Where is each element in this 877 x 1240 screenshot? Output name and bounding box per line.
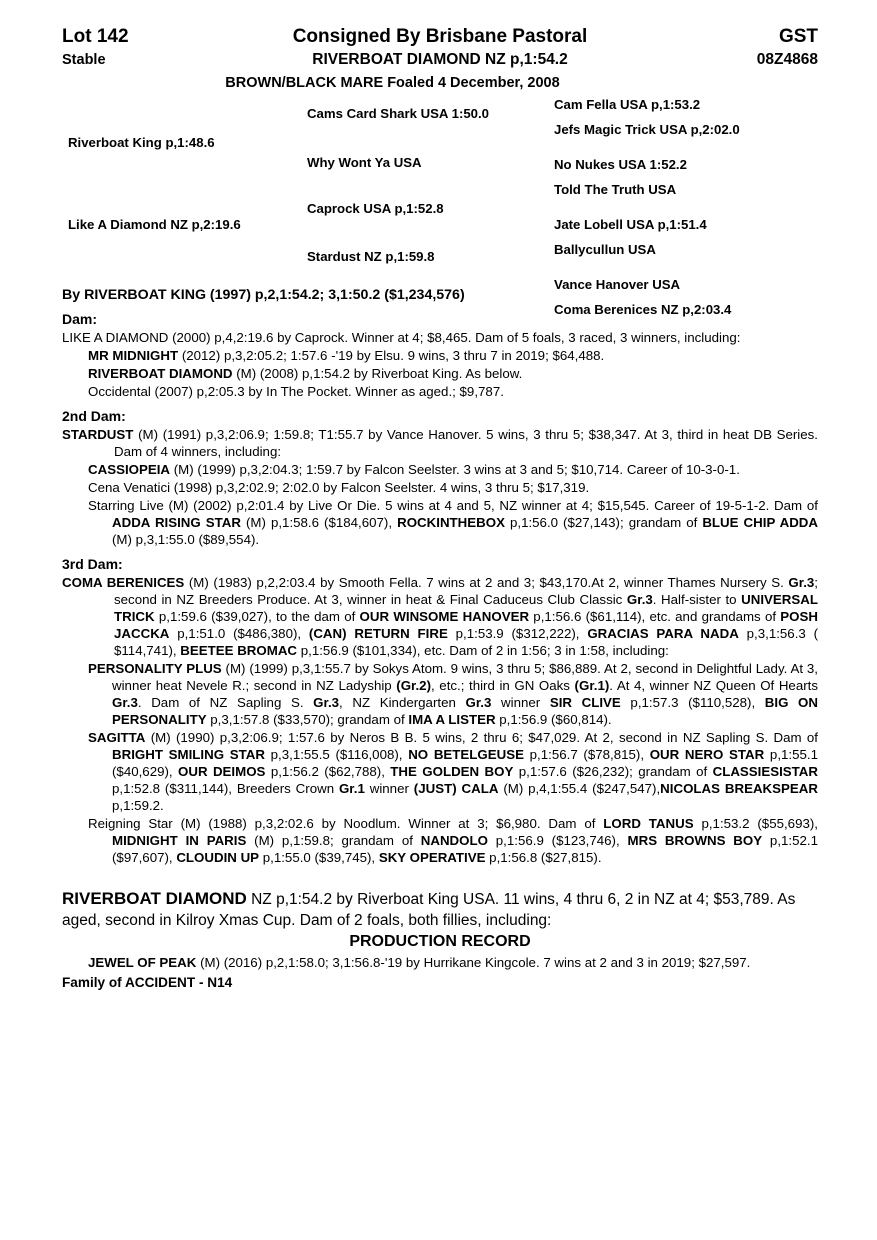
pedigree-entry: SAGITTA (M) (1990) p,3,2:06.9; 1:57.6 by Neros B B. 5 wins, 2 thru 6; $47,029. At 2, second in NZ Sapling S. Dam of BRIGHT SMILING STAR p,3,1:55.5 ($116,008), NO BETELGEUSE p,1:56.7 ($78,815), OUR NERO STAR p,1:55.1 ($40,629), OUR DEIMOS p,1:56.2 ($62,788), THE GOLDEN BOY p,1:57.6 ($26,232); grandam of CLASSIESISTAR p,1:52.8 ($311,144), Breeders Crown Gr.1 winner (JUST) CALA (M) p,4,1:55.4 ($247,547),NICOLAS BREAKSPEAR p,1:59.2. (88, 730, 818, 814)
pedigree-entry: Reigning Star (M) (1988) p,3,2:02.6 by Noodlum. Winner at 3; $6,980. Dam of LORD TANUS p,1:53.2 ($55,693), MIDNIGHT IN PARIS (M) p,1:59.8; grandam of NANDOLO p,1:56.9 ($123,746), MRS BROWNS BOY p,1:52.1 ($97,607), CLOUDIN UP p,1:55.0 ($39,745), SKY OPERATIVE p,1:56.8 ($27,815). (88, 816, 818, 866)
pedigree-entry: PERSONALITY PLUS (M) (1999) p,3,1:55.7 by Sokys Atom. 9 wins, 3 thru 5; $86,889. At 2, second in Delightful Lady. At 3, winner heat Nevele R.; second in NZ Ladyship (Gr.2), etc.; third in GN Oaks (Gr.1). At 4, winner NZ Queen Of Hearts Gr.3. Dam of NZ Sapling S. Gr.3, NZ Kindergarten Gr.3 winner SIR CLIVE p,1:57.3 ($110,528), BIG ON PERSONALITY p,3,1:57.8 ($33,570); grandam of IMA A LISTER p,1:56.9 ($60,814). (88, 661, 818, 728)
subject-summary (62, 888, 818, 931)
pedigree-dams-dam: Stardust NZ p,1:59.8 (307, 249, 435, 264)
page-content (62, 26, 818, 990)
pedigree-entry: LIKE A DIAMOND (2000) p,4,2:19.6 by Caprock. Winner at 4; $8,465. Dam of 5 foals, 3 raced, 3 winners, including: (62, 330, 741, 345)
lot-code: 08Z4868 (756, 51, 818, 68)
header-row-lot (62, 26, 818, 48)
family-line: Family of ACCIDENT - N14 (62, 975, 233, 991)
subject-text: NZ p,1:54.2 by Riverboat King USA. 11 wins, 4 thru 6, 2 in NZ at 4; $53,789. As aged, second in Kilroy Xmas Cup. Dam of 2 foals, both fillies, including: (62, 891, 796, 929)
colour-sex-foaled: BROWN/BLACK MARE Foaled 4 December, 2008 (225, 75, 560, 91)
sire-summary: By RIVERBOAT KING (1997) p,2,1:54.2; 3,1:50.2 ($1,234,576) (62, 287, 465, 303)
subject-name: RIVERBOAT DIAMOND (62, 889, 247, 909)
pedigree-entry: CASSIOPEIA (M) (1999) p,3,2:04.3; 1:59.7 by Falcon Seelster. 3 wins at 3 and 5; $10,714. Career of 10-3-0-1. (88, 462, 740, 478)
lot-number: Lot 142 (62, 26, 129, 47)
pedigree-entry: Occidental (2007) p,2:05.3 by In The Pocket. Winner as aged.; $9,787. (88, 384, 504, 400)
subject-summary-block (62, 888, 818, 990)
pedigree-entry: COMA BERENICES (M) (1983) p,2,2:03.4 by Smooth Fella. 7 wins at 2 and 3; $43,170.At 2, winner Thames Nursery S. Gr.3; second in NZ Breeders Produce. At 3, winner in heat & Final Caduceus Club Classic Gr.3. Half-sister to UNIVERSAL TRICK p,1:59.6 ($39,027), to the dam of OUR WINSOME HANOVER p,1:56.6 ($61,114), etc. and grandams of POSH JACCKA p,1:51.0 ($486,380), (CAN) RETURN FIRE p,1:53.9 ($312,222), GRACIAS PARA NADA p,3,1:56.3 ( $114,741), BEETEE BROMAC p,1:56.9 ($101,334), etc. Dam of 2 in 1:56; 3 in 1:58, including: (62, 575, 819, 659)
pedigree-sires-dam: Why Wont Ya USA (307, 155, 422, 170)
production-entry: JEWEL OF PEAK (M) (2016) p,2,1:58.0; 3,1:56.8-'19 by Hurrikane Kingcole. 7 wins at 2 and 3 in 2019; $27,597. (88, 955, 751, 971)
pedigree-g3-4: Told The Truth USA (554, 182, 677, 197)
production-record-entries (62, 954, 818, 971)
horse-name: RIVERBOAT DIAMOND NZ p,1:54.2 (312, 51, 568, 68)
pedigree-sire: Riverboat King p,1:48.6 (68, 135, 215, 150)
gst-label: GST (778, 26, 818, 47)
pedigree-g3-3: No Nukes USA 1:52.2 (554, 157, 687, 172)
section-heading: Dam: (62, 311, 98, 327)
pedigree-g3-2: Jefs Magic Trick USA p,2:02.0 (554, 122, 740, 137)
pedigree-dams-sire: Caprock USA p,1:52.8 (307, 201, 444, 216)
stable-label: Stable (62, 52, 106, 68)
pedigree-g3-8: Coma Berenices NZ p,2:03.4 (554, 302, 732, 317)
pedigree-entry: RIVERBOAT DIAMOND (M) (2008) p,1:54.2 by Riverboat King. As below. (88, 366, 523, 382)
pedigree-entry: Starring Live (M) (2002) p,2:01.4 by Live Or Die. 5 wins at 4 and 5, NZ winner at 4; $15,545. Career of 19-5-1-2. Dam of ADDA RISING STAR (M) p,1:58.6 ($184,607), ROCKINTHEBOX p,1:56.0 ($27,143); grandam of BLUE CHIP ADDA (M) p,3,1:55.0 ($89,554). (88, 498, 819, 548)
consignor: Consigned By Brisbane Pastoral (292, 26, 588, 47)
header-row-stable (62, 51, 818, 69)
section-heading: 2nd Dam: (62, 408, 126, 425)
pedigree-g3-5: Jate Lobell USA p,1:51.4 (554, 217, 707, 232)
pedigree-g3-6: Ballycullun USA (554, 242, 656, 257)
pedigree-sections (62, 311, 818, 866)
pedigree-dam: Like A Diamond NZ p,2:19.6 (68, 217, 241, 232)
pedigree-sires-sire: Cams Card Shark USA 1:50.0 (307, 106, 490, 121)
production-record-heading: PRODUCTION RECORD (349, 933, 531, 951)
pedigree-entry: Cena Venatici (1998) p,3,2:02.9; 2:02.0 by Falcon Seelster. 4 wins, 3 thru 5; $17,319. (88, 480, 590, 496)
pedigree-entry: STARDUST (M) (1991) p,3,2:06.9; 1:59.8; T1:55.7 by Vance Hanover. 5 wins, 3 thru 5; $38,347. At 3, third in heat DB Series. Dam of 4 winners, including: (62, 427, 818, 460)
pedigree-g3-7: Vance Hanover USA (554, 277, 681, 292)
pedigree-g3-1: Cam Fella USA p,1:53.2 (554, 97, 701, 112)
section-heading: 3rd Dam: (62, 556, 123, 573)
pedigree-entry: MR MIDNIGHT (2012) p,3,2:05.2; 1:57.6 -'19 by Elsu. 9 wins, 3 thru 7 in 2019; $64,488. (88, 348, 605, 364)
